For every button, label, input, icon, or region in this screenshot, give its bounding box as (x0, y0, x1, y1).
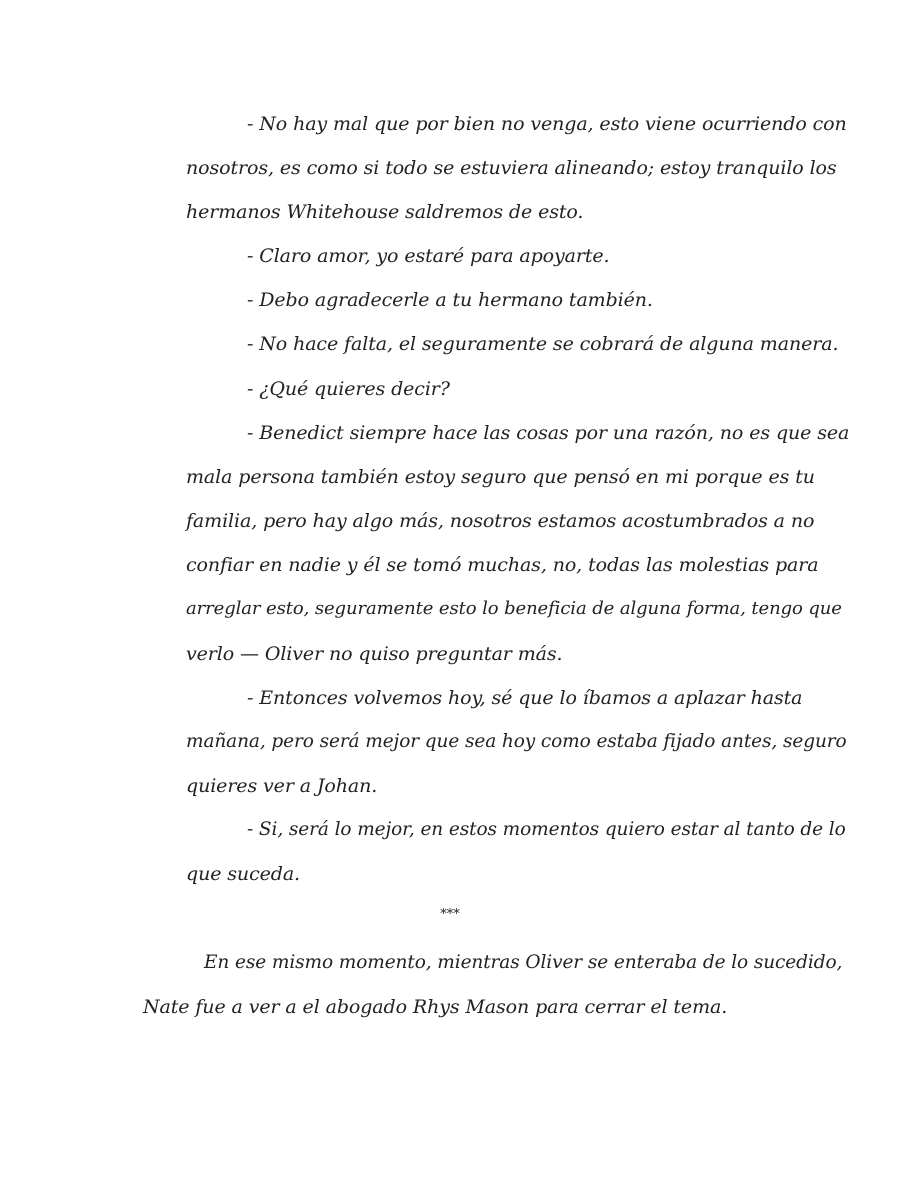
text-line: - No hace falta, el seguramente se cobrará de alguna manera. (247, 333, 839, 355)
text-line: quieres ver a Johan. (186, 775, 378, 797)
text-line: mala persona también estoy seguro que pensó en mi porque es tu (186, 466, 815, 488)
text-line: En ese mismo momento, mientras Oliver se enteraba de lo sucedido, (204, 952, 843, 973)
text-line: confiar en nadie y él se tomó muchas, no, todas las molestias para (186, 554, 819, 576)
text-line: arreglar esto, seguramente esto lo beneficia de alguna forma, tengo que (186, 598, 842, 619)
text-line: que suceda. (186, 863, 300, 885)
text-line: - Si, será lo mejor, en estos momentos quiero estar al tanto de lo (247, 819, 846, 840)
text-line: verlo — Oliver no quiso preguntar más. (186, 643, 563, 665)
text-line: - Benedict siempre hace las cosas por una razón, no es que sea (247, 422, 850, 444)
text-line: - Debo agradecerle a tu hermano también. (247, 289, 653, 311)
text-line: familia, pero hay algo más, nosotros estamos acostumbrados a no (186, 510, 815, 532)
text-line: - Claro amor, yo estaré para apoyarte. (247, 245, 610, 267)
text-line: - No hay mal que por bien no venga, esto viene ocurriendo con (247, 113, 847, 135)
text-line: hermanos Whitehouse saldremos de esto. (186, 201, 584, 223)
text-line: - ¿Qué quieres decir? (247, 378, 450, 400)
text-line: nosotros, es como si todo se estuviera alineando; estoy tranquilo los (186, 157, 837, 179)
scene-separator: *** (440, 907, 460, 922)
text-line: Nate fue a ver a el abogado Rhys Mason para cerrar el tema. (143, 996, 728, 1018)
text-line: mañana, pero será mejor que sea hoy como estaba fijado antes, seguro (186, 731, 847, 752)
text-line: - Entonces volvemos hoy, sé que lo íbamos a aplazar hasta (247, 687, 803, 709)
